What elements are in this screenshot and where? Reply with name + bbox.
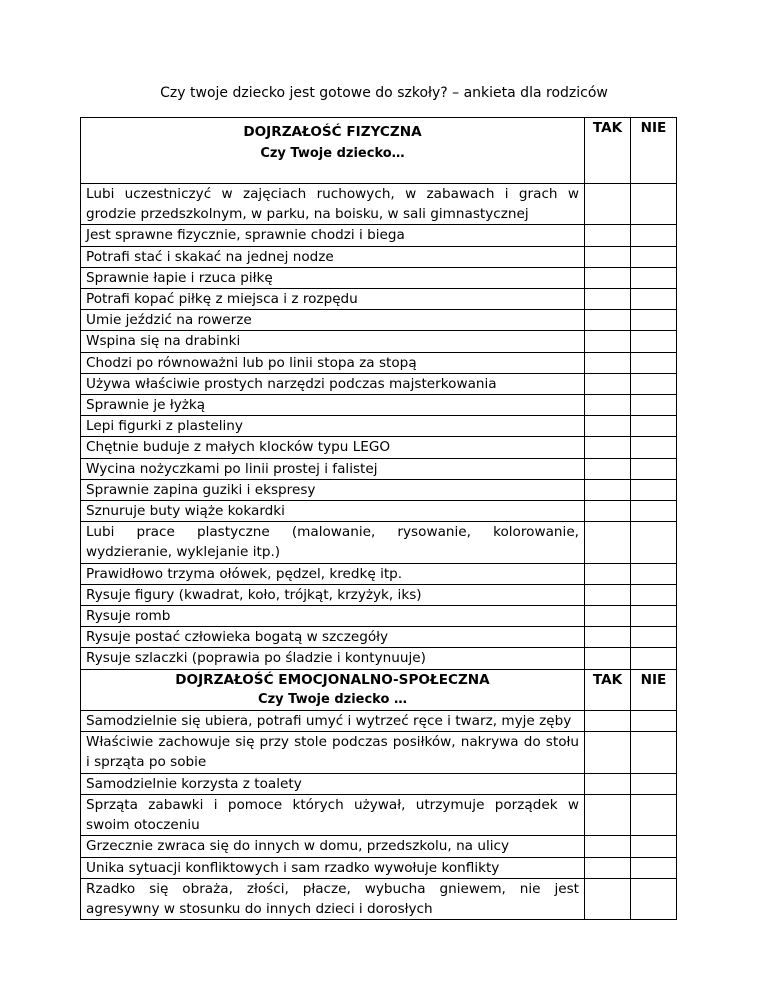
question-text: Potrafi stać i skakać na jednej nodze	[81, 246, 585, 267]
table-row	[81, 627, 677, 648]
table-row	[81, 246, 677, 267]
question-text: Sprawnie łapie i rzuca piłkę	[81, 267, 585, 288]
column-header-yes: TAK	[585, 669, 631, 710]
question-text: Samodzielnie korzysta z toalety	[81, 773, 585, 794]
answer-cell-yes[interactable]	[585, 352, 631, 373]
answer-cell-no[interactable]	[631, 732, 677, 773]
answer-cell-yes[interactable]	[585, 627, 631, 648]
table-row	[81, 310, 677, 331]
answer-cell-yes[interactable]	[585, 479, 631, 500]
section-heading-cell	[81, 118, 585, 184]
answer-cell-yes[interactable]	[585, 522, 631, 563]
table-row	[81, 878, 677, 919]
answer-cell-no[interactable]	[631, 711, 677, 732]
answer-cell-no[interactable]	[631, 352, 677, 373]
answer-cell-yes[interactable]	[585, 711, 631, 732]
answer-cell-no[interactable]	[631, 267, 677, 288]
column-header-no: NIE	[631, 669, 677, 710]
answer-cell-no[interactable]	[631, 563, 677, 584]
answer-cell-no[interactable]	[631, 373, 677, 394]
answer-cell-yes[interactable]	[585, 606, 631, 627]
answer-cell-yes[interactable]	[585, 184, 631, 225]
answer-cell-yes[interactable]	[585, 373, 631, 394]
answer-cell-no[interactable]	[631, 289, 677, 310]
section-subheading: Czy Twoje dziecko…	[260, 146, 405, 161]
answer-cell-no[interactable]	[631, 416, 677, 437]
table-row	[81, 711, 677, 732]
question-text: Lubi prace plastyczne (malowanie, rysowanie, kolorowanie, wydzieranie, wyklejanie itp.)	[81, 522, 585, 563]
table-row	[81, 522, 677, 563]
question-text: Umie jeździć na rowerze	[81, 310, 585, 331]
table-row	[81, 289, 677, 310]
question-text: Chodzi po równoważni lub po linii stopa za stopą	[81, 352, 585, 373]
question-text: Prawidłowo trzyma ołówek, pędzel, kredkę itp.	[81, 563, 585, 584]
answer-cell-no[interactable]	[631, 878, 677, 919]
answer-cell-yes[interactable]	[585, 836, 631, 857]
answer-cell-yes[interactable]	[585, 732, 631, 773]
question-text: Wspina się na drabinki	[81, 331, 585, 352]
answer-cell-yes[interactable]	[585, 437, 631, 458]
question-text: Sprawnie zapina guziki i ekspresy	[81, 479, 585, 500]
answer-cell-yes[interactable]	[585, 331, 631, 352]
answer-cell-yes[interactable]	[585, 458, 631, 479]
survey-body	[81, 118, 677, 920]
section-heading: DOJRZAŁOŚĆ EMOCJONALNO-SPOŁECZNA	[175, 671, 490, 688]
table-row	[81, 416, 677, 437]
question-text: Wycina nożyczkami po linii prostej i falistej	[81, 458, 585, 479]
table-row	[81, 794, 677, 835]
section-heading-cell	[81, 669, 585, 710]
question-text: Sprawnie je łyżką	[81, 395, 585, 416]
question-text: Lubi uczestniczyć w zajęciach ruchowych, w zabawach i grach w grodzie przedszkolnym, w parku, na boisku, w sali gimnastycznej	[81, 184, 585, 225]
answer-cell-no[interactable]	[631, 437, 677, 458]
answer-cell-yes[interactable]	[585, 773, 631, 794]
answer-cell-yes[interactable]	[585, 416, 631, 437]
answer-cell-yes[interactable]	[585, 584, 631, 605]
section-header-emotional-social	[81, 669, 677, 710]
answer-cell-no[interactable]	[631, 225, 677, 246]
question-text: Samodzielnie się ubiera, potrafi umyć i wytrzeć ręce i twarz, myje zęby	[81, 711, 585, 732]
table-row	[81, 563, 677, 584]
question-text: Rzadko się obraża, złości, płacze, wybucha gniewem, nie jest agresywny w stosunku do innych dzieci i dorosłych	[81, 878, 585, 919]
answer-cell-yes[interactable]	[585, 395, 631, 416]
answer-cell-yes[interactable]	[585, 246, 631, 267]
table-row	[81, 836, 677, 857]
table-row	[81, 352, 677, 373]
answer-cell-no[interactable]	[631, 395, 677, 416]
question-text: Chętnie buduje z małych klocków typu LEGO	[81, 437, 585, 458]
answer-cell-no[interactable]	[631, 794, 677, 835]
section-header-physical	[81, 118, 677, 184]
answer-cell-yes[interactable]	[585, 267, 631, 288]
table-row	[81, 267, 677, 288]
column-header-no: NIE	[631, 118, 677, 184]
section-subheading: Czy Twoje dziecko …	[258, 691, 407, 707]
table-row	[81, 857, 677, 878]
answer-cell-no[interactable]	[631, 501, 677, 522]
survey-table	[80, 117, 677, 920]
question-text: Sprząta zabawki i pomoce których używał, utrzymuje porządek w swoim otoczeniu	[81, 794, 585, 835]
question-text: Jest sprawne fizycznie, sprawnie chodzi i biega	[81, 225, 585, 246]
section-heading: DOJRZAŁOŚĆ FIZYCZNA	[243, 124, 422, 140]
answer-cell-no[interactable]	[631, 458, 677, 479]
answer-cell-yes[interactable]	[585, 310, 631, 331]
table-row	[81, 225, 677, 246]
question-text: Sznuruje buty wiąże kokardki	[81, 501, 585, 522]
question-text: Rysuje figury (kwadrat, koło, trójkąt, krzyżyk, iks)	[81, 584, 585, 605]
question-text: Właściwie zachowuje się przy stole podczas posiłków, nakrywa do stołu i sprząta po sobie	[81, 732, 585, 773]
table-row	[81, 373, 677, 394]
answer-cell-yes[interactable]	[585, 857, 631, 878]
table-row	[81, 606, 677, 627]
table-row	[81, 648, 677, 669]
answer-cell-no[interactable]	[631, 479, 677, 500]
answer-cell-no[interactable]	[631, 648, 677, 669]
table-row	[81, 395, 677, 416]
document-title: Czy twoje dziecko jest gotowe do szkoły? – ankieta dla rodziców	[160, 85, 608, 101]
question-text: Lepi figurki z plasteliny	[81, 416, 585, 437]
table-row	[81, 184, 677, 225]
question-text: Potrafi kopać piłkę z miejsca i z rozpędu	[81, 289, 585, 310]
table-row	[81, 732, 677, 773]
table-row	[81, 773, 677, 794]
answer-cell-no[interactable]	[631, 606, 677, 627]
question-text: Używa właściwie prostych narzędzi podczas majsterkowania	[81, 373, 585, 394]
answer-cell-yes[interactable]	[585, 225, 631, 246]
answer-cell-yes[interactable]	[585, 501, 631, 522]
answer-cell-no[interactable]	[631, 522, 677, 563]
question-text: Rysuje postać człowieka bogatą w szczegóły	[81, 627, 585, 648]
table-row	[81, 437, 677, 458]
answer-cell-yes[interactable]	[585, 563, 631, 584]
question-text: Rysuje szlaczki (poprawia po śladzie i kontynuuje)	[81, 648, 585, 669]
answer-cell-no[interactable]	[631, 836, 677, 857]
table-row	[81, 501, 677, 522]
answer-cell-yes[interactable]	[585, 878, 631, 919]
answer-cell-no[interactable]	[631, 584, 677, 605]
table-row	[81, 584, 677, 605]
question-text: Unika sytuacji konfliktowych i sam rzadko wywołuje konflikty	[81, 857, 585, 878]
answer-cell-no[interactable]	[631, 773, 677, 794]
table-row	[81, 458, 677, 479]
question-text: Grzecznie zwraca się do innych w domu, przedszkolu, na ulicy	[81, 836, 585, 857]
answer-cell-no[interactable]	[631, 627, 677, 648]
answer-cell-no[interactable]	[631, 331, 677, 352]
answer-cell-yes[interactable]	[585, 289, 631, 310]
table-row	[81, 479, 677, 500]
question-text: Rysuje romb	[81, 606, 585, 627]
answer-cell-no[interactable]	[631, 184, 677, 225]
answer-cell-no[interactable]	[631, 310, 677, 331]
table-row	[81, 331, 677, 352]
answer-cell-yes[interactable]	[585, 794, 631, 835]
column-header-yes: TAK	[585, 118, 631, 184]
answer-cell-yes[interactable]	[585, 648, 631, 669]
answer-cell-no[interactable]	[631, 857, 677, 878]
answer-cell-no[interactable]	[631, 246, 677, 267]
